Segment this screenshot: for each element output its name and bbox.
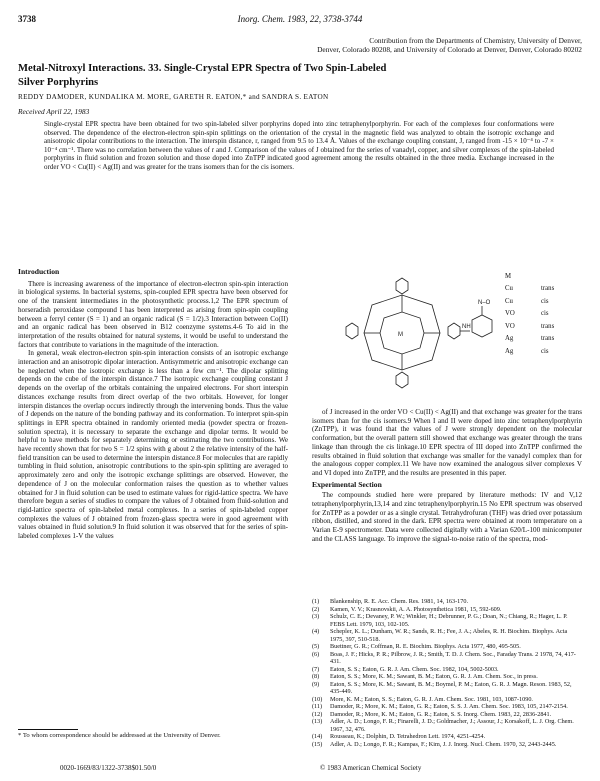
reference-number: (9) xyxy=(312,680,320,688)
legend-value: trans xyxy=(541,285,555,293)
running-header xyxy=(18,14,582,28)
affiliation xyxy=(317,36,582,54)
right-column-text xyxy=(312,408,582,544)
svg-text:N–O: N–O xyxy=(478,300,491,306)
references-list xyxy=(312,598,582,748)
legend-metal: M xyxy=(505,272,512,280)
reference-item xyxy=(312,666,582,674)
legend-value: cis xyxy=(541,297,549,305)
legend-metal: VO xyxy=(505,322,515,330)
legend-row xyxy=(505,333,554,346)
article-title xyxy=(18,62,578,89)
reference-text: Damoder, R.; More, K. M.; Eaton, G. R.; Eaton, S. S. J. Am. Chem. Soc. 1983, 105, 2147-2154. xyxy=(330,703,568,710)
footnote-rule xyxy=(18,729,78,730)
experimental-heading: Experimental Section xyxy=(312,479,382,489)
svg-text:M: M xyxy=(398,332,403,338)
reference-text: Schepler, K. L.; Dunham, W. R.; Sands, R. H.; Fee, J. A.; Abeles, R. H. Biochim. Biophys. Acta 1975, 397, 510-518. xyxy=(330,628,568,643)
reference-text: Schulz, C. E.; Devaney, P. W.; Winkler, H.; Debrunner, P. G.; Doan, N.; Chiang, R.; Hager, L. P. FEBS Lett. 1979, 103, 102-105. xyxy=(330,613,568,628)
legend-row xyxy=(505,308,554,321)
reference-item xyxy=(312,643,582,651)
journal-citation: Inorg. Chem. 1983, 22, 3738-3744 xyxy=(237,14,363,24)
reference-item xyxy=(312,703,582,711)
reference-text: Buettner, G. R.; Coffman, R. E. Biochim. Biophys. Acta 1977, 480, 495-505. xyxy=(330,643,521,650)
reference-item xyxy=(312,741,582,749)
reference-text: More, K. M.; Eaton, S. S.; Eaton, G. R. J. Am. Chem. Soc. 1981, 103, 1087-1090. xyxy=(330,695,533,703)
reference-text: Damoder, R.; More, K. M.; Eaton, G. R.; Eaton, S. S. Inorg. Chem. 1983, 22, 2836-2841. xyxy=(330,710,552,718)
abstract: Single-crystal EPR spectra have been obtained for two spin-labeled silver porphyrins doped into zinc tetraphenylporphyrin. For each of the complexes four conformations were observed. The dependence of the electron-electron spin-spin splittings on the orientation of the crystal in the magnetic field was analyzed to obtain the isotropic exchange and anisotropic dipolar contributions to the interaction. The interspin distance, r, ranged from 9.5 to 13.4 Å. Values of the exchange coupling constant, J, ranged from -15 × 10⁻⁴ to -7 × 10⁻⁴ cm⁻¹. There was no correlation between the values of r and J. Comparison of the values of J obtained for the series of vanadyl, copper, and silver complexes of the spin-labeled porphyrins in fluid solution and frozen solution and those doped into ZnTPP indicated good agreement among the results obtained in the three media. Exchange increased in the order VO < Cu(II) < Ag(II) and was greater for the trans isomers than for the cis isomers. xyxy=(44,120,554,171)
reference-text: Adler, A. D.; Longo, F. R.; Kampas, F.; Kim, J. J. Inorg. Nucl. Chem. 1970, 32, 2443-2445. xyxy=(330,740,557,748)
reference-number: (10) xyxy=(312,695,323,703)
legend-row xyxy=(505,283,554,296)
reference-item xyxy=(312,711,582,719)
reference-number: (14) xyxy=(312,733,323,740)
reference-text: Eaton, S. S.; More, K. M.; Sawant, B. M.; Eaton, G. R. J. Am. Chem. Soc., in press. xyxy=(330,673,538,680)
reference-number: (2) xyxy=(312,605,320,613)
reference-item xyxy=(312,696,582,704)
reference-item xyxy=(312,606,582,614)
reference-number: (6) xyxy=(312,650,320,658)
legend-row xyxy=(505,320,554,333)
title-line: Metal-Nitroxyl Interactions. 33. Single-Crystal EPR Spectra of Two Spin-Labeled xyxy=(18,63,387,74)
page-number: 3738 xyxy=(18,14,36,24)
reference-number: (11) xyxy=(312,703,323,710)
left-column xyxy=(18,268,288,541)
intro-heading: Introduction xyxy=(18,267,60,276)
legend-value: trans xyxy=(541,322,555,330)
reference-number: (12) xyxy=(312,710,323,718)
reference-text: Blankenship, R. E. Acc. Chem. Res. 1981, 14, 163-170. xyxy=(330,598,469,605)
legend-value: cis xyxy=(541,310,549,318)
reference-number: (4) xyxy=(312,628,320,635)
legend-metal: Cu xyxy=(505,285,513,293)
reference-item xyxy=(312,628,582,643)
reference-item xyxy=(312,598,582,606)
legend-row xyxy=(505,270,554,283)
reference-item xyxy=(312,681,582,696)
reference-number: (3) xyxy=(312,613,320,620)
affiliation-line: Denver, Colorado 80208, and University of Colorado at Denver, Denver, Colorado 80202 xyxy=(317,45,582,54)
reference-text: Adler, A. D.; Longo, F. R.; Finarelli, J. D.; Goldmacher, J.; Assour, J.; Korsakoff, L. J. Org. Chem. 1967, 32, 476. xyxy=(330,718,574,733)
reference-item xyxy=(312,651,582,666)
reference-text: Rousseau, K.; Dolphin, D. Tetrahedron Lett. 1974, 4251-4254. xyxy=(330,733,486,740)
figure-legend xyxy=(505,270,554,358)
paragraph: The compounds studied here were prepared by literature methods: IV and V,12 tetraphenylporphyrin,13,14 and zinc tetraphenylporphyrin.15 No EPR spectrum was observed for ZnTPP as a powder or as a single crystal. Tetrahydrofuran (THF) was dried over potassium ribbon, distilled, and stored in the dark. EPR spectra were obtained at room temperature on a Varian E-9 spectrometer. Data were collected digitally with a Varian 620/L-100 minicomputer and the CLASS language. To improve the signal-to-noise ratio of the spectra, mod- xyxy=(312,491,582,543)
reference-number: (7) xyxy=(312,665,320,673)
reference-text: Eaton, S. S.; Eaton, G. R. J. Am. Chem. Soc. 1982, 104, 5002-5003. xyxy=(330,665,499,673)
legend-metal: Ag xyxy=(505,347,514,355)
reference-number: (8) xyxy=(312,673,320,680)
legend-row xyxy=(505,295,554,308)
svg-text:NH: NH xyxy=(462,324,471,330)
reference-number: (15) xyxy=(312,740,323,748)
legend-metal: Cu xyxy=(505,297,513,305)
legend-metal: VO xyxy=(505,310,515,318)
porphyrin-structure-figure xyxy=(312,260,502,406)
reference-number: (13) xyxy=(312,718,323,725)
paragraph: of J increased in the order VO < Cu(II) < Ag(II) and that exchange was greater for the trans isomers than for the cis isomers.9 When I and II were doped into zinc tetraphenylporphyrin (ZnTPP), it was found that the values of J were strongly dependent on the molecular conformation, but the overall pattern still showed that exchange was greater through the trans linkage than through the cis linkage.10 EPR spectra of III doped into ZnTPP confirmed the results obtained in fluid solution that exchange was smaller for the vanadyl complex than for the analogous copper complex.11 We have now examined the analogous silver complexes V and VI doped into ZnTPP, and the results are presented in this paper. xyxy=(312,408,582,477)
reference-text: Eaton, S. S.; More, K. M.; Sawant, B. M.; Boymel, P. M.; Eaton, G. R. J. Magn. Reson. 1983, 52, 435-449. xyxy=(330,680,572,695)
reference-item xyxy=(312,733,582,741)
reference-item xyxy=(312,613,582,628)
legend-metal: Ag xyxy=(505,335,514,343)
reference-item xyxy=(312,673,582,681)
reference-text: Boas, J. F.; Hicks, P. R.; Pilbrow, J. R.; Smith, T. D. J. Chem. Soc., Faraday Trans. 2 1978, 74, 417-431. xyxy=(330,650,576,665)
paragraph: In general, weak electron-electron spin-spin interaction consists of an isotropic exchange interaction and an anisotropic dipolar interaction. Antisymmetric and anisotropic exchange can be neglected when the isotropic exchange is less than a few cm⁻¹. The dipolar splitting depends on the cube of the interspin distance.7 The isotropic exchange coupling constant J depends on the overlap of the orbitals containing the unpaired electrons. For short interspin distances exchange results from direct overlap of the two orbitals. However, for longer interspin distances the overlap occurs indirectly through the intervening bonds. Thus the value of J depends on the nature of the bonding pathway and its conformation. To interpret spin-spin splittings in EPR spectra obtained in randomly oriented media (powder spectra or frozen-solution spectra), it is necessary to separate the exchange and dipolar terms. It would be helpful to have methods for separately determining or estimating the two contributions. We have recently shown that for two S = 1/2 spins with g about 2 the relative intensity of the half-field transition can be used to determine the interspin distance.8 For molecules that are rapidly tumbling in fluid solution, anisotropic contributions to the spin-spin splitting are averaged to approximately zero and only the isotropic exchange splittings are observed. However, the dependence of J on the molecular conformation raises the question as to whether values obtained for J in fluid solution can be used to estimate values for rigid-lattice spectra. We have therefore begun a series of studies to compare the values of J obtained from fluid-solution and rigid-lattice spectra of spin-labeled metal complexes. In a series of spin-labeled copper complexes the values of J obtained from frozen-glass spectra were in good agreement with values obtained in fluid solution.9 In fluid solution it was observed that for the series of spin-labeled complexes 1-V the values xyxy=(18,349,288,541)
footnote: * To whom correspondence should be addressed at the University of Denver. xyxy=(18,732,221,739)
legend-value: cis xyxy=(541,347,549,355)
legend-value: trans xyxy=(541,335,555,343)
reference-number: (1) xyxy=(312,598,320,605)
title-line: Silver Porphyrins xyxy=(18,76,99,88)
doi-code: 0020-1669/83/1322-3738$01.50/0 xyxy=(60,764,157,772)
copyright: © 1983 American Chemical Society xyxy=(320,764,422,772)
affiliation-line: Contribution from the Departments of Chemistry, University of Denver, xyxy=(369,36,582,45)
reference-number: (5) xyxy=(312,643,320,650)
legend-row xyxy=(505,345,554,358)
reference-text: Kamen, V. V.; Krasnovskii, A. A. Photosynthetica 1981, 15, 592-609. xyxy=(330,605,502,613)
reference-item xyxy=(312,718,582,733)
authors: REDDY DAMODER, KUNDALIKA M. MORE, GARETH R. EATON,* and SANDRA S. EATON xyxy=(18,93,329,101)
paragraph: There is increasing awareness of the importance of electron-electron spin-spin interaction in biological systems. In bacterial systems, spin-coupled EPR spectra have been observed for one of the transient intermediates in the photosynthetic process.1,2 The EPR spectrum of horseradish peroxidase compound I has been interpreted as arising from spin-spin coupling between a ferryl center (S = 1) and an organic radical (S = 1/2).3 Interaction between Co(II) and an organic radical has been observed in B12 coenzyme systems.4-6 To aid in the interpretation of the results obtained for natural systems, it would be useful to understand the factors that contribute to variations in the magnitude of the interaction. xyxy=(18,279,288,349)
received-date: Received April 22, 1983 xyxy=(18,107,90,116)
